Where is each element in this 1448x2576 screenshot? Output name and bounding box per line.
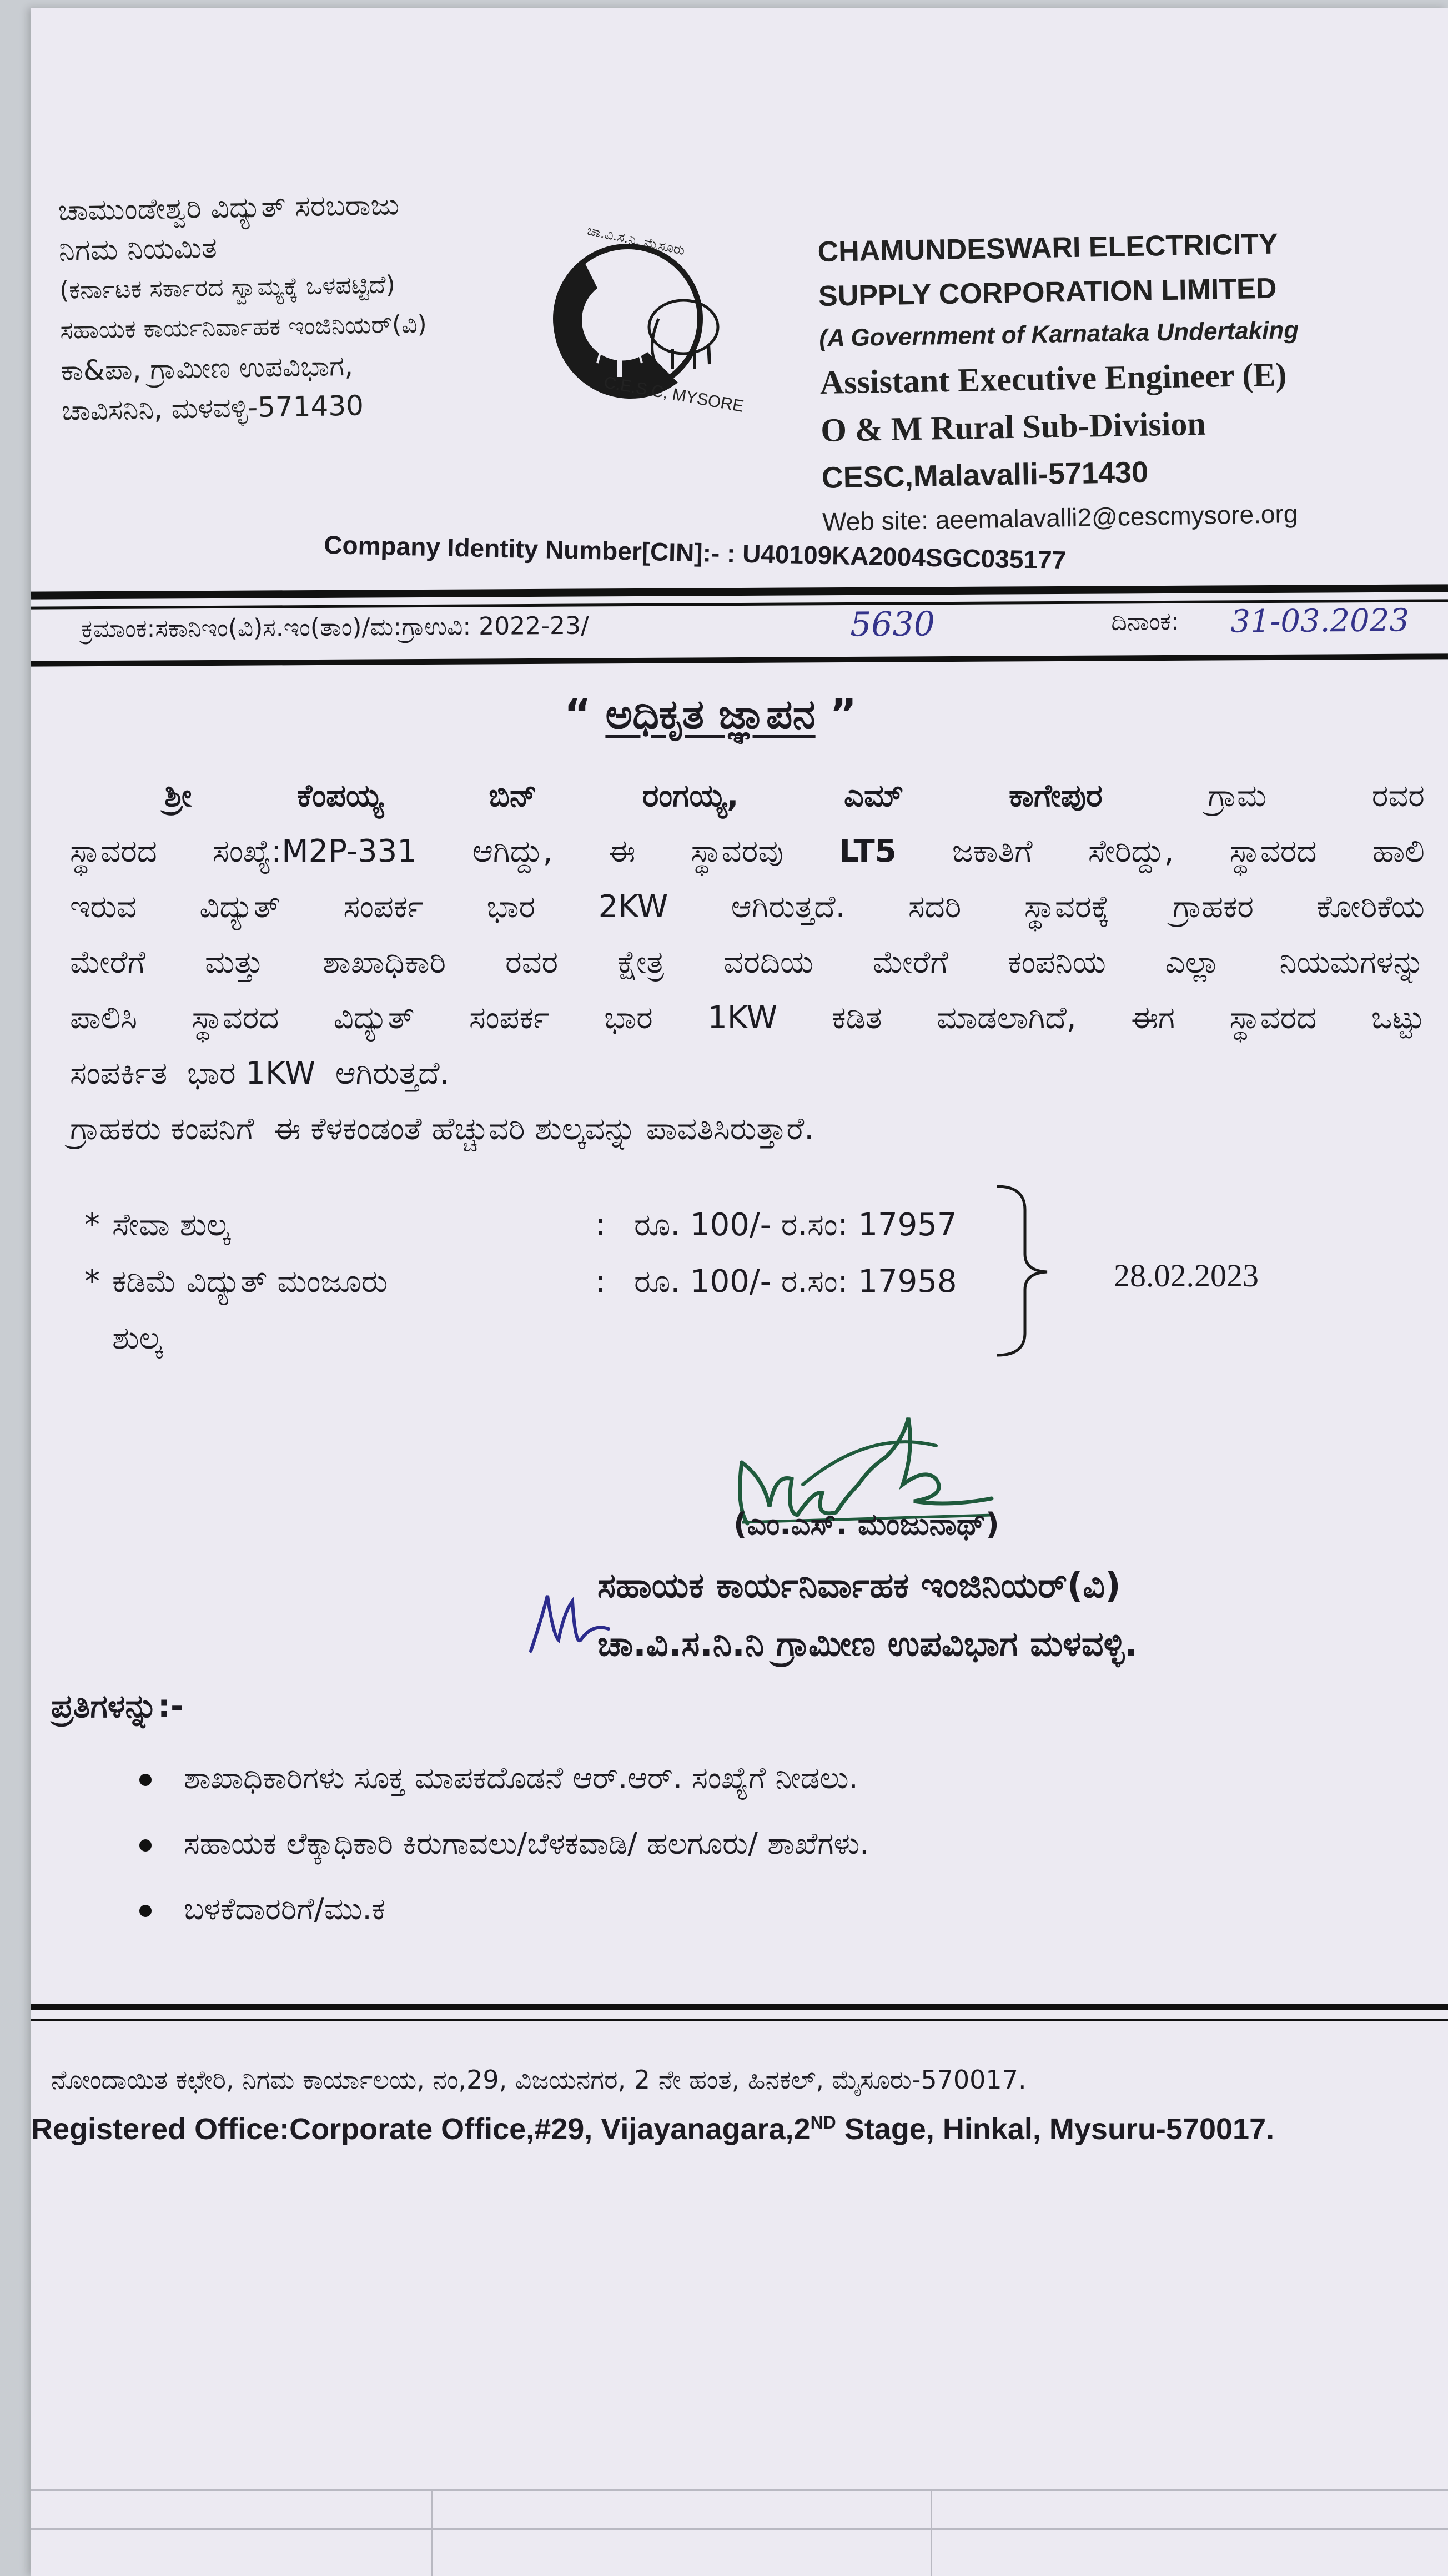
letterhead-kannada-line: ಚಾವಿಸನಿನಿ, ಮಳವಳ್ಳಿ-571430 <box>61 389 364 427</box>
fee-amount: ರೂ. 100/- ರ.ಸಂ: 17958 <box>634 1264 957 1300</box>
body-word: ಆಗಿದ್ದು, <box>472 833 553 869</box>
body-word: ಇರುವ <box>70 889 137 925</box>
bullet-icon <box>139 1839 152 1852</box>
reference-line <box>81 599 1436 658</box>
body-word: ಭಾರ <box>604 1000 653 1036</box>
fee-label: ಕಡಿಮೆ ವಿದ್ಯುತ್ ಮಂಜೂರು <box>112 1264 388 1300</box>
letterhead-kannada-line: ಸಹಾಯಕ ಕಾರ್ಯನಿರ್ವಾಹಕ ಇಂಜಿನಿಯರ್(ವಿ) <box>59 310 428 345</box>
memo-body <box>70 768 1425 1157</box>
website: Web site: aeemalavalli2@cescmysore.org <box>822 499 1298 536</box>
body-line-3 <box>70 879 1425 935</box>
body-word: ವಿದ್ಯುತ್ <box>199 889 280 925</box>
body-line-6: ಸಂಪರ್ಕಿತ ಭಾರ 1KW ಆಗಿರುತ್ತದೆ. <box>70 1055 450 1091</box>
fee-item <box>84 1207 1028 1257</box>
body-word: ಈಗ <box>1131 1000 1175 1036</box>
body-word: ಸ್ಥಾವರಕ್ಕೆ <box>1024 889 1110 925</box>
body-word: ಹಾಲಿ <box>1372 833 1425 869</box>
header-rule-top <box>31 584 1448 599</box>
letterhead-english <box>817 222 1303 542</box>
signatory-designation: ಸಹಾಯಕ ಕಾರ್ಯನಿರ್ವಾಹಕ ಇಂಜಿನಿಯರ್(ವಿ) <box>597 1565 1121 1606</box>
title-open-quote: “ <box>564 691 606 738</box>
body-word: ಸೇರಿದ್ದು, <box>1088 833 1174 869</box>
body-line-4 <box>70 935 1425 990</box>
copies-list <box>139 1745 869 1942</box>
body-word: ಸಂಪರ್ಕ <box>469 1000 550 1036</box>
fee-bullet: * <box>84 1264 100 1300</box>
body-word: ಮತ್ತು <box>204 944 264 980</box>
memo-title <box>564 691 857 739</box>
body-word: ಕಂಪನಿಯ <box>1007 944 1106 980</box>
body-word: ಕಡಿತ <box>832 1000 882 1036</box>
copies-item <box>139 1811 869 1876</box>
footer-english <box>31 2112 1274 2146</box>
date-value: 31-03.2023 <box>1230 602 1410 640</box>
body-word: ಸಂಪರ್ಕ <box>343 889 424 925</box>
body-word: ಶಾಖಾಧಿಕಾರಿ <box>323 944 446 980</box>
body-word: ವರದಿಯ <box>723 944 814 980</box>
document-page <box>31 8 1448 2576</box>
body-word: ನಿಯಮಗಳನ್ನು <box>1279 944 1425 980</box>
copies-item <box>139 1745 869 1811</box>
copies-heading: ಪ್ರತಿಗಳನ್ನು:- <box>51 1687 184 1725</box>
body-word: ಸ್ಥಾವರದ <box>1229 1000 1317 1036</box>
body-word: ಸದರಿ <box>908 889 962 925</box>
letterhead-kannada-line: ನಿಗಮ ನಿಯಮಿತ <box>58 232 218 268</box>
body-word: 2KW <box>598 889 668 925</box>
signatory-office: ಚಾ.ವಿ.ಸ.ನಿ.ನಿ ಗ್ರಾಮೀಣ ಉಪವಿಭಾಗ ಮಳವಳ್ಳಿ. <box>597 1623 1138 1664</box>
bottom-form-divider <box>431 2489 433 2576</box>
division-english: O & M Rural Sub-Division <box>820 405 1206 449</box>
body-word: ಒಟ್ಟು <box>1371 1000 1425 1036</box>
body-line-2 <box>70 824 1425 879</box>
body-word: ಪಾಲಿಸಿ <box>70 1000 138 1036</box>
body-word: ರವರ <box>505 944 559 980</box>
footer-kannada: ನೋಂದಾಯಿತ ಕಛೇರಿ, ನಿಗಮ ಕಾರ್ಯಾಲಯ, ನಂ,29, ವಿಜಯನಗರ, 2 ನೇ ಹಂತ, ಹಿನಕಲ್, ಮೈಸೂರು-570017. <box>51 2065 1027 2095</box>
letterhead-kannada-line: (ಕರ್ನಾಟಕ ಸರ್ಕಾರದ ಸ್ವಾಮ್ಯಕ್ಕೆ ಒಳಪಟ್ಟಿದೆ) <box>59 270 396 305</box>
cesc-logo <box>536 222 770 424</box>
body-line-7: ಗ್ರಾಹಕರು ಕಂಪನಿಗೆ ಈ ಕೆಳಕಂಡಂತೆ ಹೆಚ್ಚುವರಿ ಶುಲ್ಕವನ್ನು ಪಾವತಿಸಿರುತ್ತಾರೆ. <box>70 1111 814 1147</box>
memo-title-text: ಅಧಿಕೃತ ಜ್ಞಾಪನ <box>605 691 816 738</box>
bottom-form-line <box>31 2489 1448 2491</box>
copies-item <box>139 1876 869 1942</box>
reference-label: ಕ್ರಮಾಂಕ:ಸಕಾನಿಇಂ(ವಿ)ಸ.ಇಂ(ತಾಂ)/ಮ:ಗ್ರಾಉವಿ: 2022-23/ <box>81 611 590 643</box>
letterhead-kannada <box>58 184 429 430</box>
body-word: ಕೋರಿಕೆಯ <box>1316 889 1425 925</box>
body-word: ಆಗಿರುತ್ತದೆ. <box>731 889 846 925</box>
office-english: CESC,Malavalli-571430 <box>821 455 1149 495</box>
fee-colon: : <box>595 1207 606 1243</box>
bullet-icon <box>139 1905 152 1917</box>
letterhead-kannada-line: ಚಾಮುಂಡೇಶ್ವರಿ ವಿದ್ಯುತ್ ಸರಬರಾಜು <box>58 188 400 228</box>
body-word: ಭಾರ <box>486 889 536 925</box>
copies-item-text: ಶಾಖಾಧಿಕಾರಿಗಳು ಸೂಕ್ತ ಮಾಪಕದೊಡನೆ ಆರ್.ಆರ್. ಸಂಖ್ಯೆಗೆ ನೀಡಲು. <box>184 1760 858 1795</box>
logo-top-text: ಚಾ.ವಿ.ಸ.ನಿ. ಮೈಸೂರು <box>586 222 687 259</box>
body-word: ಕಾಗೇಪುರ <box>1008 778 1103 814</box>
bottom-form-divider <box>931 2489 932 2576</box>
body-word: ಸ್ಥಾವರದ <box>1229 833 1317 869</box>
footer-english-part1: Registered Office:Corporate Office,#29, Vijayanagara,2 <box>31 2112 811 2146</box>
body-word: ಮೇರೆಗೆ <box>70 944 146 980</box>
footer-english-part2: Stage, Hinkal, Mysuru-570017. <box>836 2112 1275 2146</box>
body-word: ಜಕಾತಿಗೆ <box>952 833 1033 869</box>
govt-note: (A Government of Karnataka Undertaking <box>818 316 1299 352</box>
body-word: ಸ್ಥಾವರದ <box>192 1000 279 1036</box>
body-word: ಶ್ರೀ <box>164 778 192 814</box>
body-word: ಕೆಂಪಯ್ಯ <box>296 778 384 814</box>
body-word: ಕ್ಷೇತ್ರ <box>617 944 665 980</box>
bottom-form-line <box>31 2528 1448 2530</box>
body-word: ಈ <box>608 833 636 869</box>
body-word: 1KW <box>707 1000 777 1036</box>
body-word: ಎಮ್ <box>844 778 904 814</box>
fee-colon: : <box>595 1264 606 1300</box>
body-word: ರವರ <box>1371 778 1425 814</box>
body-word: ಗ್ರಾಹಕರ <box>1172 889 1254 925</box>
body-word: ಎಲ್ಲಾ <box>1165 944 1220 980</box>
body-word: ಸ್ಥಾವರವು <box>691 833 783 869</box>
body-word: ಸಂಖ್ಯೆ:M2P-331 <box>213 833 417 869</box>
body-word: ಮೇರೆಗೆ <box>872 944 948 980</box>
fee-amount: ರೂ. 100/- ರ.ಸಂ: 17957 <box>634 1207 957 1243</box>
company-name-line2: SUPPLY CORPORATION LIMITED <box>818 272 1277 313</box>
company-name-line1: CHAMUNDESWARI ELECTRICITY <box>817 228 1279 268</box>
fee-date: 28.02.2023 <box>1114 1257 1259 1294</box>
footer-rule-thick <box>31 2004 1448 2010</box>
fee-list <box>84 1207 1139 1390</box>
cin-number: Company Identity Number[CIN]:- : U40109KA2004SGC035177 <box>323 530 1067 575</box>
letterhead-kannada-line: ಕಾ&ಪಾ, ಗ್ರಾಮೀಣ ಉಪವಿಭಾಗ, <box>61 349 354 387</box>
designation-english: Assistant Executive Engineer (E) <box>819 356 1287 401</box>
body-word: ಮಾಡಲಾಗಿದೆ, <box>937 1000 1077 1036</box>
date-label: ದಿನಾಂಕ: <box>1111 607 1179 637</box>
body-word: ಸ್ಥಾವರದ <box>70 833 157 869</box>
copies-item-text: ಸಹಾಯಕ ಲೆಕ್ಕಾಧಿಕಾರಿ ಕಿರುಗಾವಲು/ಬೆಳಕವಾಡಿ/ ಹಲಗೂರು/ ಶಾಖೆಗಳು. <box>184 1826 869 1861</box>
fee-bullet: * <box>84 1207 100 1243</box>
right-brace-icon <box>992 1182 1069 1360</box>
body-word: ರಂಗಯ್ಯ, <box>642 778 739 814</box>
body-word: ಬಿನ್ <box>489 778 537 814</box>
body-line-1 <box>70 768 1425 824</box>
body-word: ವಿದ್ಯುತ್ <box>333 1000 415 1036</box>
fee-label-continued: ಶುಲ್ಕ <box>112 1320 163 1356</box>
fee-item <box>84 1264 1028 1314</box>
body-line-5 <box>70 990 1425 1046</box>
body-word: LT5 <box>839 833 897 869</box>
reference-number: 5630 <box>849 605 936 645</box>
signatory-name: (ಎಂ.ಎಸ್. ಮಂಜುನಾಥ್) <box>733 1507 999 1542</box>
fee-label: ಸೇವಾ ಶುಲ್ಕ <box>112 1207 230 1243</box>
footer-rule-thin <box>31 2019 1448 2021</box>
body-word: ಗ್ರಾಮ <box>1208 778 1267 814</box>
footer-english-sup: ND <box>810 2112 836 2132</box>
copies-item-text: ಬಳಕೆದಾರರಿಗೆ/ಮು.ಕ <box>184 1891 385 1926</box>
logo-bottom-text: C.E.S.C, MYSORE <box>602 373 746 416</box>
title-close-quote: ” <box>815 691 857 738</box>
bullet-icon <box>139 1774 152 1786</box>
